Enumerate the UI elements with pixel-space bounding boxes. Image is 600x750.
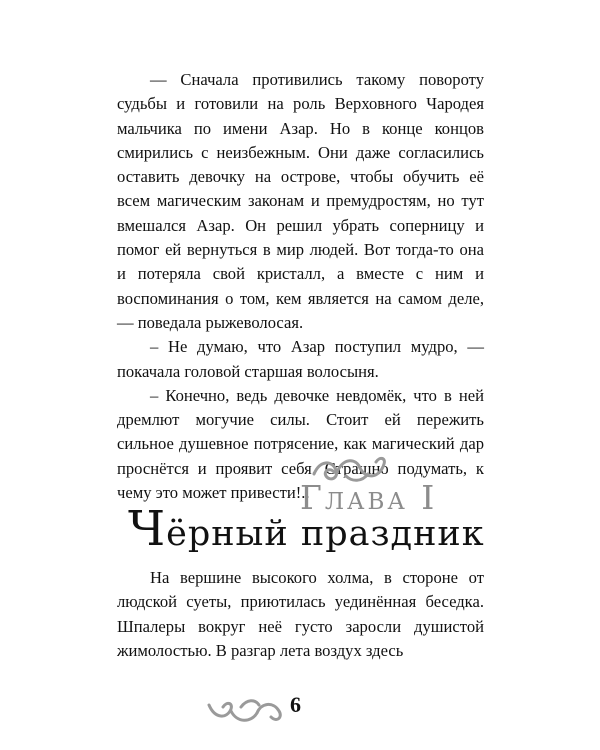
- chapter-label: Глава I: [300, 478, 438, 517]
- chapter-title-initial: Ч: [128, 501, 167, 557]
- chapter-title: [128, 501, 488, 557]
- paragraph: На вершине высокого холма, в стороне от людской суеты, приютилась уединённая беседка. Шпалеры вокруг неё густо заросли душистой жимолостью. В разгар лета воздух здесь: [117, 568, 484, 660]
- paragraph: – Конечно, ведь девочке невдомёк, что в ней дремлют могучие силы. Стоит ей пережить сильное душевное потрясение, как магический дар проснётся и проявит себя. Страшно подумать, к чему это может привести!..: [117, 385, 484, 503]
- top-text-block: [117, 68, 484, 505]
- paragraph: – Не думаю, что Азар поступил мудро, — покачала головой старшая волосыня.: [117, 337, 484, 381]
- footer-flourish-icon: [205, 695, 287, 727]
- page-number: 6: [290, 692, 301, 717]
- chapter-title-rest: ёрный праздник: [166, 514, 485, 554]
- bottom-text-block: [117, 566, 484, 663]
- paragraph: — Сначала противились такому повороту судьбы и готовили на роль Верховного Чародея мальчика по имени Азар. Но в конце концов смирились с неизбежным. Они даже согласились оставить девочку на острове, чтобы обучить её всем магическим законам и премудростям, но тут вмешался Азар. Он решил убрать соперницу и помог ей вернуться в мир людей. Вот тогда-то она и потеряла свой кристалл, а вместе с ним и воспоминания о том, кем является на самом деле, — поведала рыжеволосая.: [117, 70, 484, 332]
